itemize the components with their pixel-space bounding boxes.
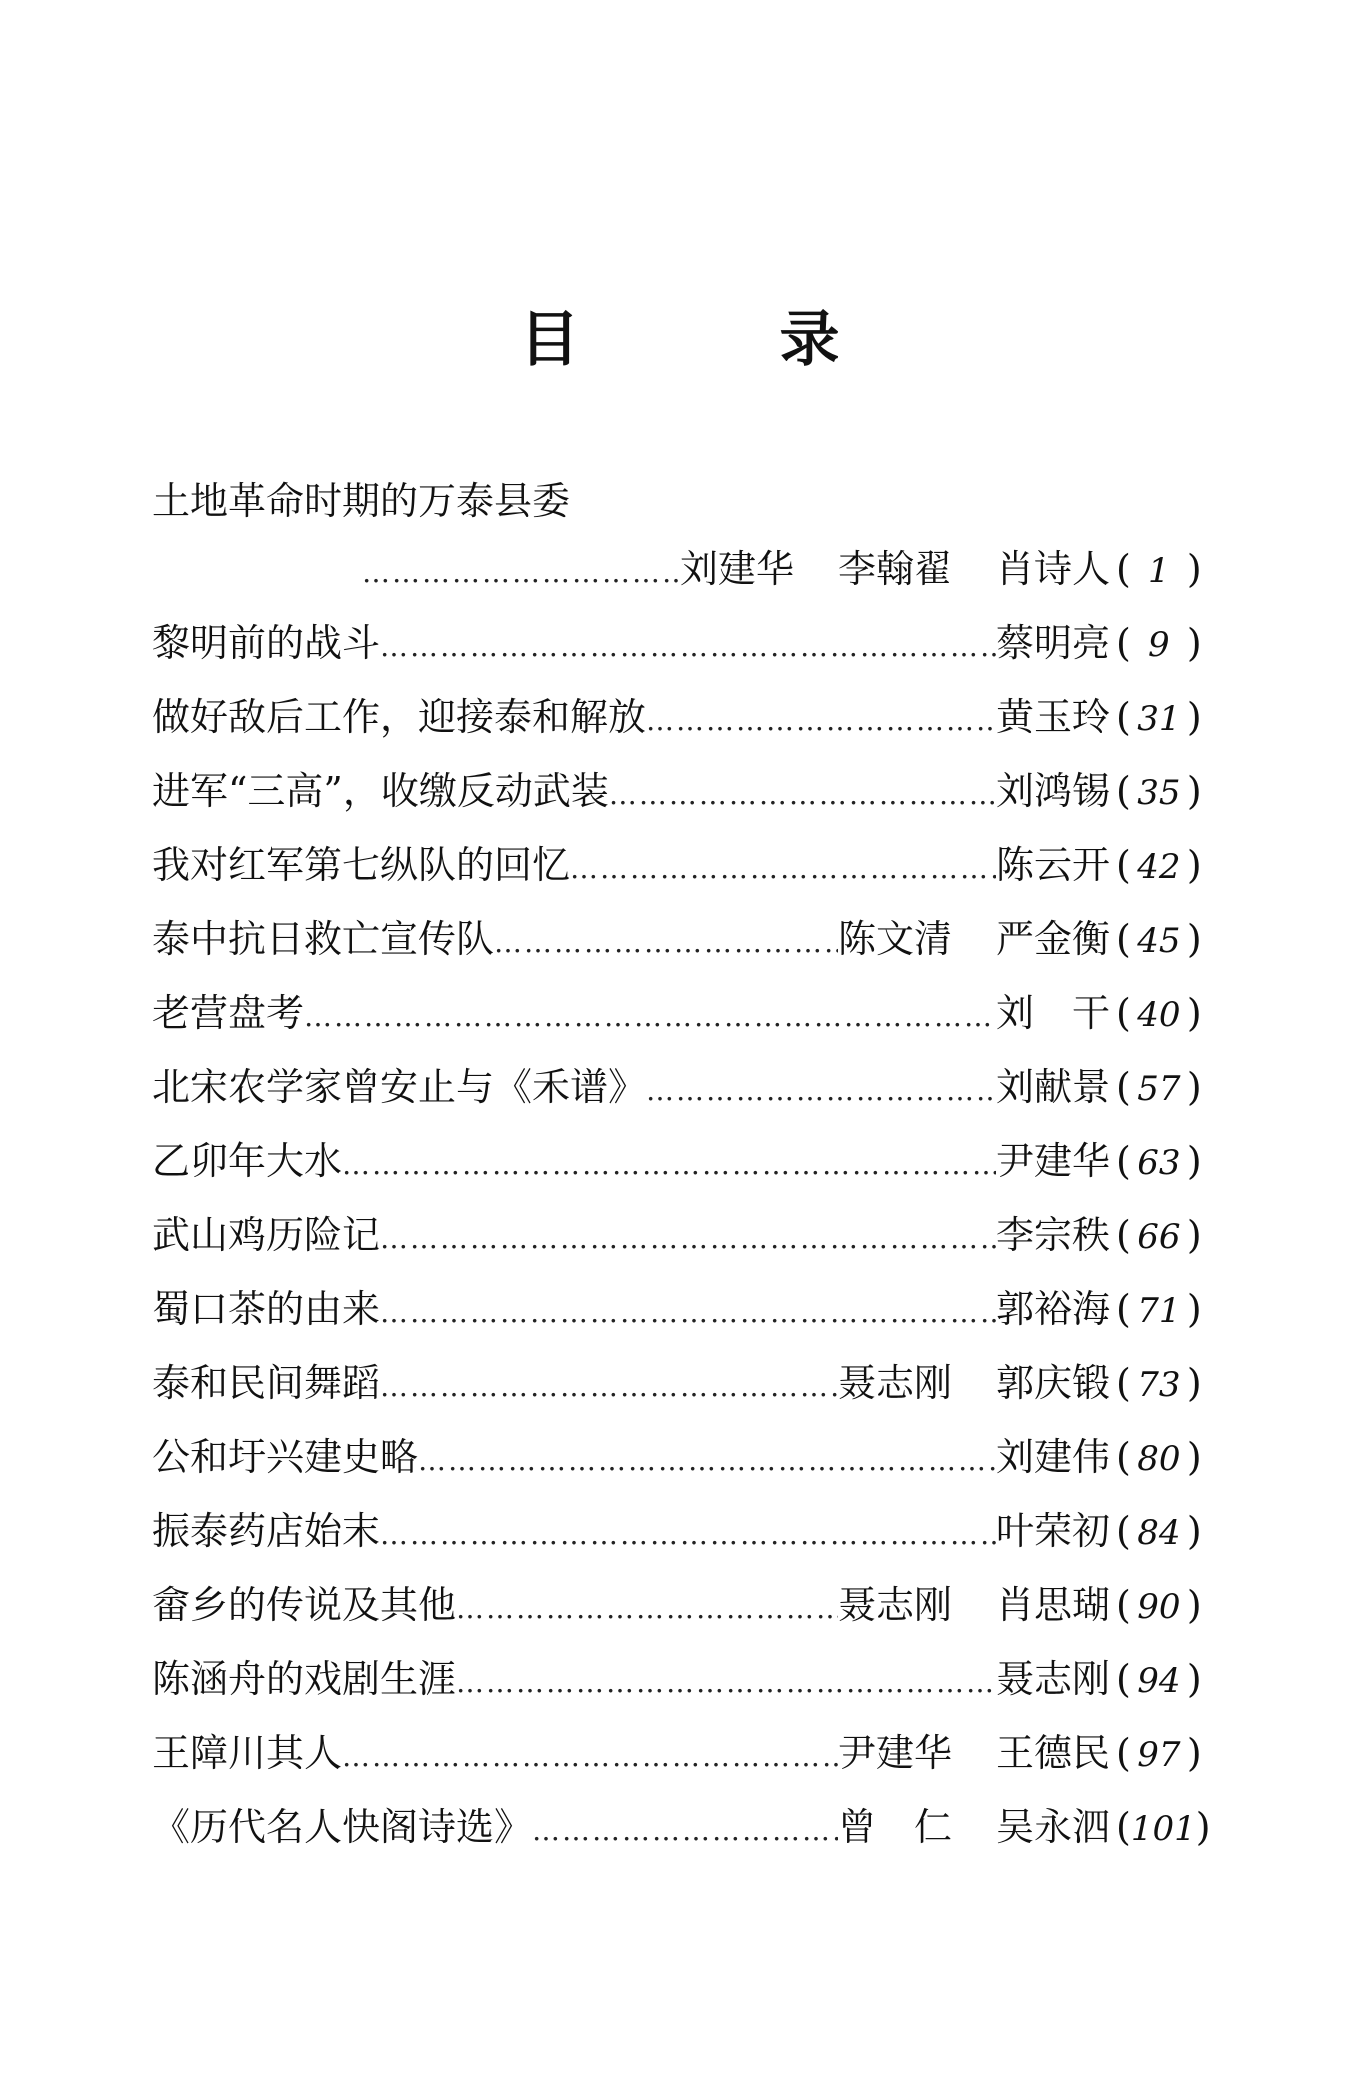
author-name: 吴永泗 (995, 1805, 1110, 1849)
toc-entry-authors (996, 1198, 1110, 1272)
page-number: 71 (1137, 1291, 1181, 1331)
toc-entry-authors (838, 1568, 1110, 1642)
toc-entry-page: ( 31 ) (1110, 680, 1228, 756)
toc-entry-title: 乙卯年大水 (152, 1139, 343, 1183)
toc-entry-title: 北宋农学家曾安止与《禾谱》 (152, 1065, 647, 1109)
toc-entry-title: 公和圩兴建史略 (152, 1435, 419, 1479)
leader-dots (380, 1276, 996, 1350)
page-number: 84 (1137, 1513, 1181, 1553)
toc-entry-page: ( 9 ) (1110, 606, 1228, 682)
author-name: 尹建华 (837, 1731, 952, 1775)
leader-dots (342, 1720, 838, 1794)
toc-entry-page: ( 40 ) (1110, 976, 1228, 1052)
toc-entry-title: 武山鸡历险记 (152, 1213, 381, 1257)
toc-entry (152, 1346, 1228, 1420)
toc-entry-authors (996, 828, 1110, 902)
toc-entry-page: ( 63 ) (1110, 1124, 1228, 1200)
author-name: 叶荣初 (995, 1509, 1110, 1553)
toc-entry-title: 老营盘考 (152, 991, 305, 1035)
toc-entry-page: ( 90 ) (1110, 1568, 1228, 1644)
author-name: 李翰翟 (837, 547, 952, 591)
toc-entry-page: ( 35 ) (1110, 754, 1228, 830)
toc-entry-page: ( 84 ) (1110, 1494, 1228, 1570)
leader-dots (646, 1054, 996, 1128)
author-name: 曾 仁 (837, 1805, 952, 1849)
author-name: 郭庆锻 (995, 1361, 1110, 1405)
toc-entry (152, 902, 1228, 976)
author-name: 聂志刚 (995, 1657, 1110, 1701)
toc-entry (152, 680, 1228, 754)
toc-entry-title: 我对红军第七纵队的回忆 (152, 843, 571, 887)
toc-entry-authors (996, 754, 1110, 828)
page-title-char: 目 (519, 305, 580, 375)
toc-entry-page: ( 71 ) (1110, 1272, 1228, 1348)
page-number: 73 (1137, 1365, 1181, 1405)
toc-entry (152, 1198, 1228, 1272)
toc-entry (152, 1568, 1228, 1642)
toc-entry-title: 振泰药店始末 (152, 1509, 381, 1553)
toc-entry (152, 532, 1228, 606)
leader-dots (380, 610, 996, 684)
toc-lead-title: 土地革命时期的万泰县委 (152, 479, 571, 523)
leader-dots (342, 1128, 996, 1202)
toc-entry-authors (996, 1050, 1110, 1124)
toc-entry-page: ( 57 ) (1110, 1050, 1228, 1126)
toc-entry-authors (680, 532, 1110, 606)
toc-entry-authors (838, 1790, 1110, 1864)
author-name: 刘建伟 (995, 1435, 1110, 1479)
toc-entry-authors (996, 680, 1110, 754)
toc-entry-authors (996, 1420, 1110, 1494)
toc-entry-title: 进军“三高”，收缴反动武装 (152, 769, 609, 813)
toc-entry-page: ( 45 ) (1110, 902, 1228, 978)
page-number: 40 (1137, 995, 1181, 1035)
toc-entry-authors (838, 902, 1110, 976)
leader-dots (532, 1794, 838, 1868)
toc-entry (152, 1420, 1228, 1494)
toc-entry-page: (101) (1110, 1790, 1228, 1866)
leader-dots (380, 1202, 996, 1276)
author-name: 刘鸿锡 (995, 769, 1110, 813)
author-name: 尹建华 (995, 1139, 1110, 1183)
author-name: 严金衡 (995, 917, 1110, 961)
page-number: 45 (1137, 921, 1181, 961)
toc-entry-authors (996, 1494, 1110, 1568)
page-number: 35 (1137, 773, 1181, 813)
toc-entry (152, 606, 1228, 680)
page-number: 42 (1137, 847, 1181, 887)
toc-entry-authors (996, 976, 1110, 1050)
author-name: 蔡明亮 (995, 621, 1110, 665)
toc-entry-authors (996, 606, 1110, 680)
toc-entry-page: ( 73 ) (1110, 1346, 1228, 1422)
toc-entry (152, 1716, 1228, 1790)
toc-entry-page: ( 1 ) (1110, 532, 1228, 608)
toc-entry (152, 1642, 1228, 1716)
page-title-char: 录 (779, 305, 840, 375)
toc-entry (152, 976, 1228, 1050)
page-number: 9 (1148, 625, 1170, 665)
author-name: 刘献景 (995, 1065, 1110, 1109)
toc-entry-title: 泰中抗日救亡宣传队 (152, 917, 495, 961)
page-number: 80 (1137, 1439, 1181, 1479)
toc-entry-page: ( 80 ) (1110, 1420, 1228, 1496)
page-number: 94 (1137, 1661, 1181, 1701)
author-name: 王德民 (995, 1731, 1110, 1775)
toc-entry-title: 畲乡的传说及其他 (152, 1583, 457, 1627)
author-name: 聂志刚 (837, 1583, 952, 1627)
page-number: 66 (1137, 1217, 1181, 1257)
author-name: 陈文清 (837, 917, 952, 961)
leader-dots (380, 1498, 996, 1572)
author-name: 陈云开 (995, 843, 1110, 887)
toc-list (152, 532, 1228, 1864)
page-number: 63 (1137, 1143, 1181, 1183)
leader-dots (494, 906, 838, 980)
author-name: 李宗秩 (995, 1213, 1110, 1257)
toc-entry-title: 做好敌后工作，迎接泰和解放 (152, 695, 647, 739)
toc-entry (152, 1272, 1228, 1346)
leader-dots (418, 1424, 996, 1498)
author-name: 刘 干 (995, 991, 1110, 1035)
page-title (0, 292, 1359, 378)
table-of-contents (152, 470, 1228, 1864)
page-number: 101 (1130, 1809, 1196, 1849)
page-number: 57 (1137, 1069, 1181, 1109)
toc-entry-page: ( 42 ) (1110, 828, 1228, 904)
toc-entry-title: 陈涵舟的戏剧生涯 (152, 1657, 457, 1701)
toc-entry-authors (838, 1716, 1110, 1790)
leader-dots (609, 758, 996, 832)
toc-entry-page: ( 94 ) (1110, 1642, 1228, 1718)
author-name: 黄玉玲 (995, 695, 1110, 739)
toc-entry-title: 蜀口茶的由来 (152, 1287, 381, 1331)
toc-entry (152, 754, 1228, 828)
toc-entry (152, 1050, 1228, 1124)
leader-dots (380, 1350, 838, 1424)
author-name: 肖诗人 (995, 547, 1110, 591)
toc-entry (152, 828, 1228, 902)
leader-dots (456, 1572, 838, 1646)
toc-entry-page: ( 97 ) (1110, 1716, 1228, 1792)
toc-entry-title: 王障川其人 (152, 1731, 343, 1775)
page-number: 31 (1137, 699, 1181, 739)
toc-entry-authors (996, 1272, 1110, 1346)
page-number: 97 (1137, 1735, 1181, 1775)
toc-entry (152, 1494, 1228, 1568)
page-number: 90 (1137, 1587, 1181, 1627)
toc-entry-page: ( 66 ) (1110, 1198, 1228, 1274)
toc-entry (152, 1790, 1228, 1864)
leader-dots (646, 684, 996, 758)
leader-dots (304, 980, 996, 1054)
page-number: 1 (1148, 551, 1170, 591)
author-name: 聂志刚 (837, 1361, 952, 1405)
leader-dots (570, 832, 996, 906)
toc-entry-authors (996, 1642, 1110, 1716)
toc-entry-authors (996, 1124, 1110, 1198)
leader-dots (362, 536, 680, 610)
toc-entry-title: 黎明前的战斗 (152, 621, 381, 665)
leader-dots (456, 1646, 996, 1720)
author-name: 肖思瑚 (995, 1583, 1110, 1627)
toc-entry (152, 1124, 1228, 1198)
author-name: 刘建华 (679, 547, 794, 591)
toc-entry-title: 《历代名人快阁诗选》 (152, 1805, 533, 1849)
author-name: 郭裕海 (995, 1287, 1110, 1331)
toc-entry-title: 泰和民间舞蹈 (152, 1361, 381, 1405)
toc-entry-authors (838, 1346, 1110, 1420)
